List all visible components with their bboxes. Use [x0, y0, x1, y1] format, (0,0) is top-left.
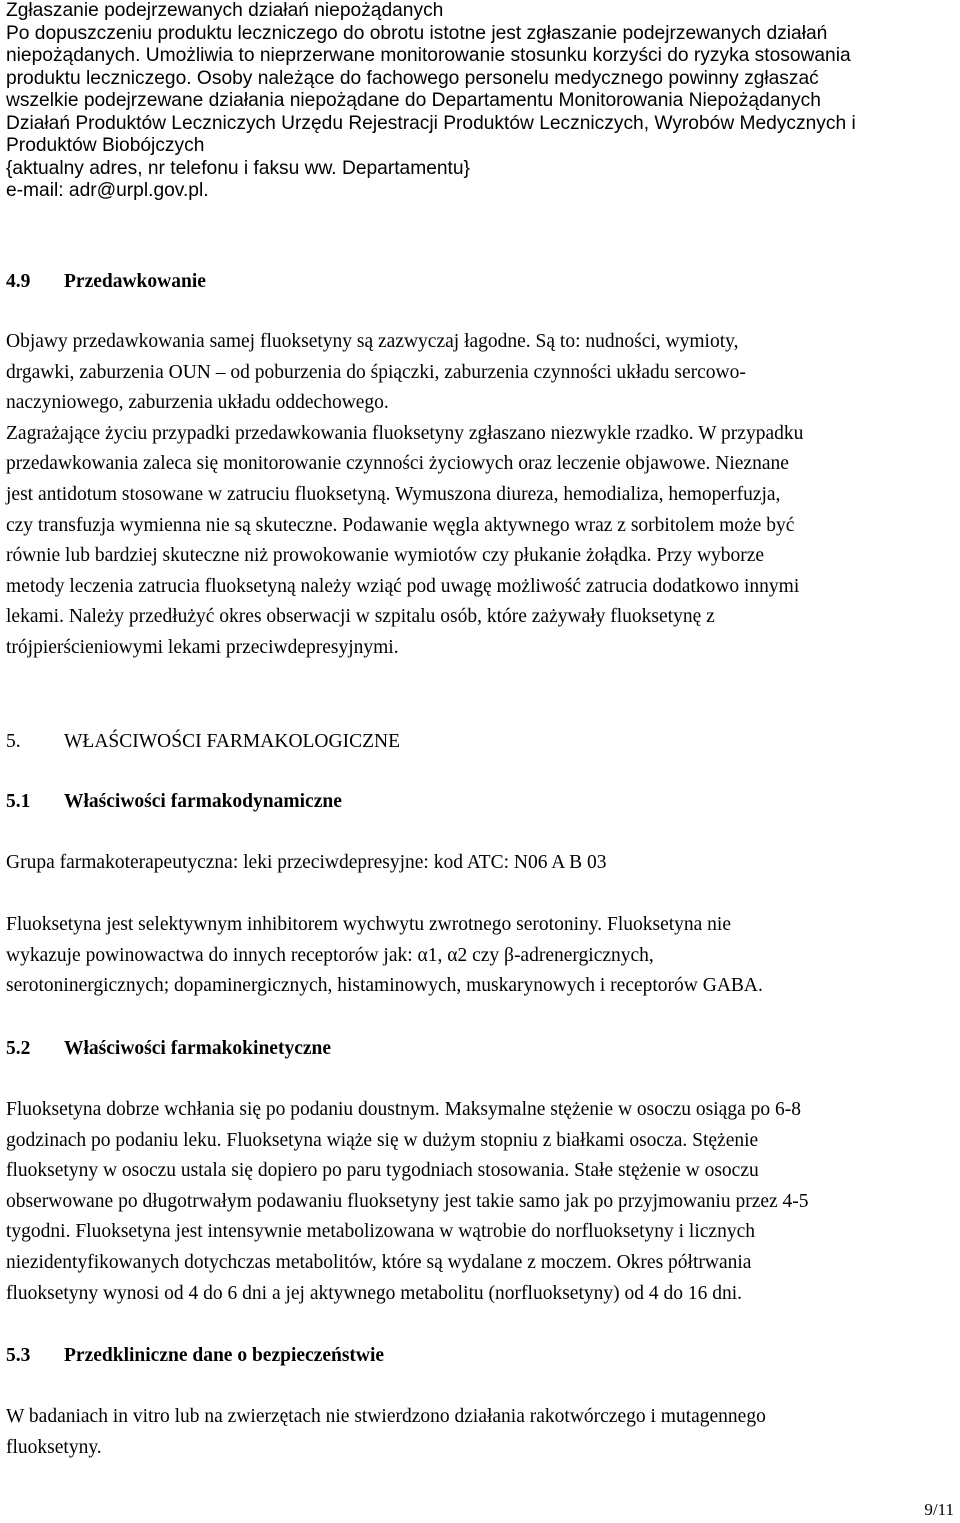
- notice-line: niepożądanych. Umożliwia to nieprzerwane monitorowanie stosunku korzyści do ryzyka stosowania: [6, 45, 851, 66]
- section-title: Przedawkowanie: [64, 271, 206, 292]
- notice-line: Działań Produktów Leczniczych Urzędu Rejestracji Produktów Leczniczych, Wyrobów Medycznych i: [6, 112, 856, 134]
- notice-line: wszelkie podejrzewane działania niepożądane do Departamentu Monitorowania Niepożądanych: [6, 90, 821, 111]
- text-line: tygodni. Fluoksetyna jest intensywnie metabolizowana w wątrobie do norfluoksetyny i licznych: [6, 1221, 755, 1243]
- notice-title: Zgłaszanie podejrzewanych działań niepożądanych: [6, 0, 444, 21]
- text-line: godzinach po podaniu leku. Fluoksetyna wiąże się w dużym stopniu z białkami osocza. Stężenie: [6, 1129, 759, 1151]
- text-line: fluoksetyny wynosi od 4 do 6 dni a jej aktywnego metabolitu (norfluoksetyny) od 4 do 16 dni.: [6, 1282, 743, 1304]
- text-line: równie lub bardziej skuteczne niż prowokowanie wymiotów czy płukanie żołądka. Przy wyborze: [6, 545, 765, 567]
- pharmacodynamics-paragraph: [6, 910, 956, 1002]
- text-line: fluoksetyny w osoczu ustala się dopiero po paru tygodniach stosowania. Stałe stężenie w osoczu: [6, 1160, 759, 1182]
- overdose-paragraph: [6, 327, 956, 664]
- text-line: serotoninergicznych; dopaminergicznych, histaminowych, muskarynowych i receptorów GABA.: [6, 975, 763, 997]
- section-heading-5-2: [6, 1037, 331, 1061]
- text-line: Fluoksetyna dobrze wchłania się po podaniu doustnym. Maksymalne stężenie w osoczu osiąga po 6-8: [6, 1099, 801, 1120]
- section-title: Właściwości farmakokinetyczne: [64, 1038, 332, 1059]
- section-number: 5.: [6, 731, 21, 752]
- section-heading-5-3: [6, 1344, 384, 1368]
- page-number: 9/11: [924, 1500, 954, 1519]
- section-heading-4-9: [6, 270, 206, 294]
- text-line: naczyniowego, zaburzenia układu oddechowego.: [6, 392, 389, 414]
- adverse-reporting-notice: [6, 0, 956, 203]
- text-line: przedawkowania zaleca się monitorowanie czynności życiowych oraz leczenie objawowe. Nieznane: [6, 453, 789, 475]
- notice-line: produktu leczniczego. Osoby należące do fachowego personelu medycznego powinny zgłaszać: [6, 67, 819, 89]
- pharmacotherapeutic-group: Grupa farmakoterapeutyczna: leki przeciwdepresyjne: kod ATC: N06 A B 03: [6, 852, 607, 873]
- section-title: Właściwości farmakodynamiczne: [64, 791, 342, 812]
- text-line: drgawki, zaburzenia OUN – od poburzenia do śpiączki, zaburzenia czynności układu sercowo-: [6, 361, 746, 383]
- text-line: Objawy przedawkowania samej fluoksetyny są zazwyczaj łagodne. Są to: nudności, wymioty,: [6, 331, 739, 352]
- text-line: niezidentyfikowanych dotychczas metabolitów, które są wydalane z moczem. Okres półtrwania: [6, 1251, 752, 1273]
- section-number: 5.2: [6, 1038, 31, 1059]
- text-line: Zagrażające życiu przypadki przedawkowania fluoksetyny zgłaszano niezwykle rzadko. W przypadku: [6, 422, 804, 444]
- section-number: 5.3: [6, 1345, 31, 1366]
- notice-line: Produktów Biobójczych: [6, 135, 205, 156]
- notice-email: e-mail: adr@urpl.gov.pl.: [6, 180, 209, 201]
- section-heading-5-1: [6, 790, 342, 814]
- section-title: Przedkliniczne dane o bezpieczeństwie: [64, 1345, 385, 1366]
- section-heading-5: [6, 730, 400, 754]
- section-number: 4.9: [6, 271, 31, 292]
- text-line: jest antidotum stosowane w zatruciu fluoksetyną. Wymuszona diureza, hemodializa, hemoperfuzja,: [6, 483, 781, 505]
- text-line: fluoksetyny.: [6, 1436, 102, 1458]
- notice-line: Po dopuszczeniu produktu leczniczego do obrotu istotne jest zgłaszanie podejrzewanych działań: [6, 22, 828, 44]
- text-line: metody leczenia zatrucia fluoksetyną należy wziąć pod uwagę możliwość zatrucia dodatkowo innymi: [6, 575, 800, 597]
- notice-line: {aktualny adres, nr telefonu i faksu ww. Departamentu}: [6, 157, 470, 179]
- text-line: trójpierścieniowymi lekami przeciwdepresyjnymi.: [6, 636, 399, 658]
- section-title: WŁAŚCIWOŚCI FARMAKOLOGICZNE: [64, 731, 401, 752]
- text-line: lekami. Należy przedłużyć okres obserwacji w szpitalu osób, które zażywały fluoksetynę z: [6, 606, 715, 628]
- preclinical-safety-paragraph: [6, 1402, 956, 1463]
- text-line: obserwowane po długotrwałym podawaniu fluoksetyny jest takie samo jak po przyjmowaniu przez 4-5: [6, 1190, 809, 1212]
- text-line: czy transfuzja wymienna nie są skuteczne. Podawanie węgla aktywnego wraz z sorbitolem może być: [6, 514, 795, 536]
- text-line: W badaniach in vitro lub na zwierzętach nie stwierdzono działania rakotwórczego i mutagennego: [6, 1406, 766, 1427]
- text-line: Fluoksetyna jest selektywnym inhibitorem wychwytu zwrotnego serotoniny. Fluoksetyna nie: [6, 914, 732, 935]
- text-line: wykazuje powinowactwa do innych receptorów jak: α1, α2 czy β-adrenergicznych,: [6, 944, 654, 966]
- section-number: 5.1: [6, 791, 31, 812]
- pharmacokinetics-paragraph: [6, 1095, 956, 1309]
